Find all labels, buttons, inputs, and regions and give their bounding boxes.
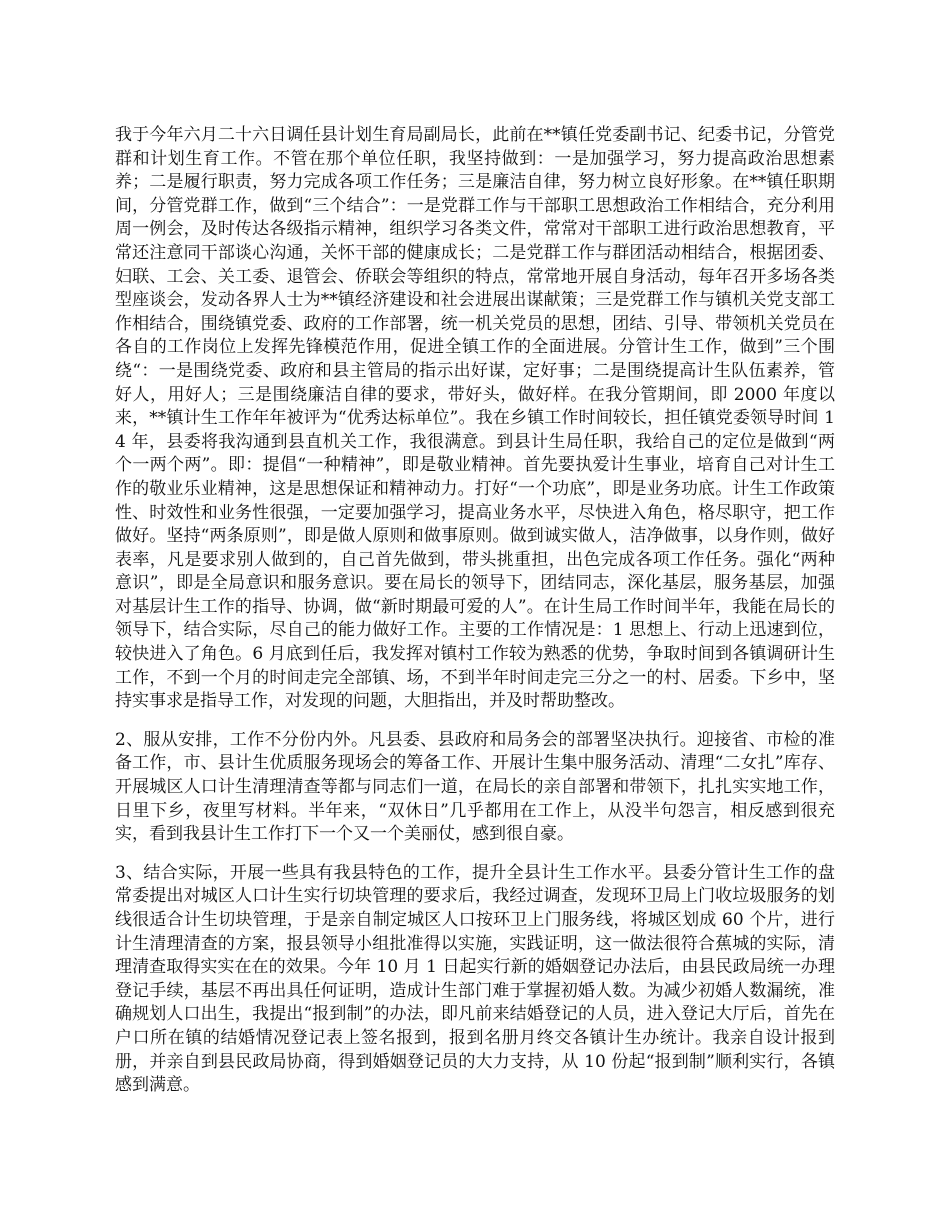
paragraph-3: 3、结合实际，开展一些具有我县特色的工作，提升全县计生工作水平。县委分管计生工作的盘常委提出对城区人口计生实行切块管理的要求后，我经过调查，发现环卫局上门收垃圾服务的划线很适合计生切块管理，于是亲自制定城区人口按环卫上门服务线，将城区划成 60 个片，进行计生清理清查的方案，报县领导小组批准得以实施，实践证明，这一做法很符合蕉城的实际，清理清查取得实实在在的效果。今年 10 月 1 日起实行新的婚姻登记办法后，由县民政局统一办理登记手续，基层不再出具任何证明，造成计生部门难于掌握初婚人数。为减少初婚人数漏统，准确规划人口出生，我提出“报到制”的办法，即凡前来结婚登记的人员，进入登记大厅后，首先在户口所在镇的结婚情况登记表上签名报到，报到名册月终交各镇计生办统计。我亲自设计报到册，并亲自到县民政局协商，得到婚姻登记员的大力支持，从 10 份起“报到制”顺利实行，各镇感到满意。 (115, 862, 835, 1096)
paragraph-2: 2、服从安排，工作不分份内外。凡县委、县政府和局务会的部署坚决执行。迎接省、市检的准备工作，市、县计生优质服务现场会的筹备工作、开展计生集中服务活动、清理“二女扎”库存、开展城区人口计生清理清查等都与同志们一道，在局长的亲自部署和带领下，扎扎实实地工作，日里下乡，夜里写材料。半年来，“双休日”几乎都用在工作上，从没半句怨言，相反感到很充实，看到我县计生工作打下一个又一个美丽仗，感到很自豪。 (115, 729, 835, 845)
paragraph-1: 我于今年六月二十六日调任县计划生育局副局长，此前在**镇任党委副书记、纪委书记，分管党群和计划生育工作。不管在那个单位任职，我坚持做到：一是加强学习，努力提高政治思想素养；二是履行职责，努力完成各项工作任务；三是廉洁自律，努力树立良好形象。在**镇任职期间，分管党群工作，做到“三个结合”：一是党群工作与干部职工思想政治工作相结合，充分利用周一例会，及时传达各级指示精神，组织学习各类文件，常常对干部职工进行政治思想教育，平常还注意同干部谈心沟通，关怀干部的健康成长；二是党群工作与群团活动相结合，根据团委、妇联、工会、关工委、退管会、侨联会等组织的特点，常常地开展自身活动，每年召开多场各类型座谈会，发动各界人士为**镇经济建设和社会进展出谋献策；三是党群工作与镇机关党支部工作相结合，围绕镇党委、政府的工作部署，统一机关党员的思想，团结、引导、带领机关党员在各自的工作岗位上发挥先锋模范作用，促进全镇工作的全面进展。分管计生工作，做到”三个围绕“：一是围绕党委、政府和县主管局的指示出好谋，定好事；二是围绕提高计生队伍素养，管好人，用好人；三是围绕廉洁自律的要求，带好头，做好样。在我分管期间，即 2000 年度以来，**镇计生工作年年被评为“优秀达标单位”。我在乡镇工作时间较长，担任镇党委领导时间 14 年，县委将我沟通到县直机关工作，我很满意。到县计生局任职，我给自己的定位是做到“两个一两个两”。即：提倡“一种精神”，即是敬业精神。首先要执爱计生事业，培育自己对计生工作的敬业乐业精神，这是思想保证和精神动力。打好“一个功底”，即是业务功底。计生工作政策性、时效性和业务性很强，一定要加强学习，提高业务水平，尽快进入角色，格尽职守，把工作做好。坚持“两条原则”，即是做人原则和做事原则。做到诚实做人，洁净做事，以身作则，做好表率，凡是要求别人做到的，自己首先做到，带头挑重担，出色完成各项工作任务。强化“两种意识”，即是全局意识和服务意识。要在局长的领导下，团结同志，深化基层，服务基层，加强对基层计生工作的指导、协调，做“新时期最可爱的人”。在计生局工作时间半年，我能在局长的领导下，结合实际，尽自己的能力做好工作。主要的工作情况是：1 思想上、行动上迅速到位，较快进入了角色。6 月底到任后，我发挥对镇村工作较为熟悉的优势，争取时间到各镇调研计生工作，不到一个月的时间走完全部镇、场，不到半年时间走完三分之一的村、居委。下乡中，坚持实事求是指导工作，对发现的问题，大胆指出，并及时帮助整改。 (115, 125, 835, 712)
document-body (115, 124, 835, 1113)
